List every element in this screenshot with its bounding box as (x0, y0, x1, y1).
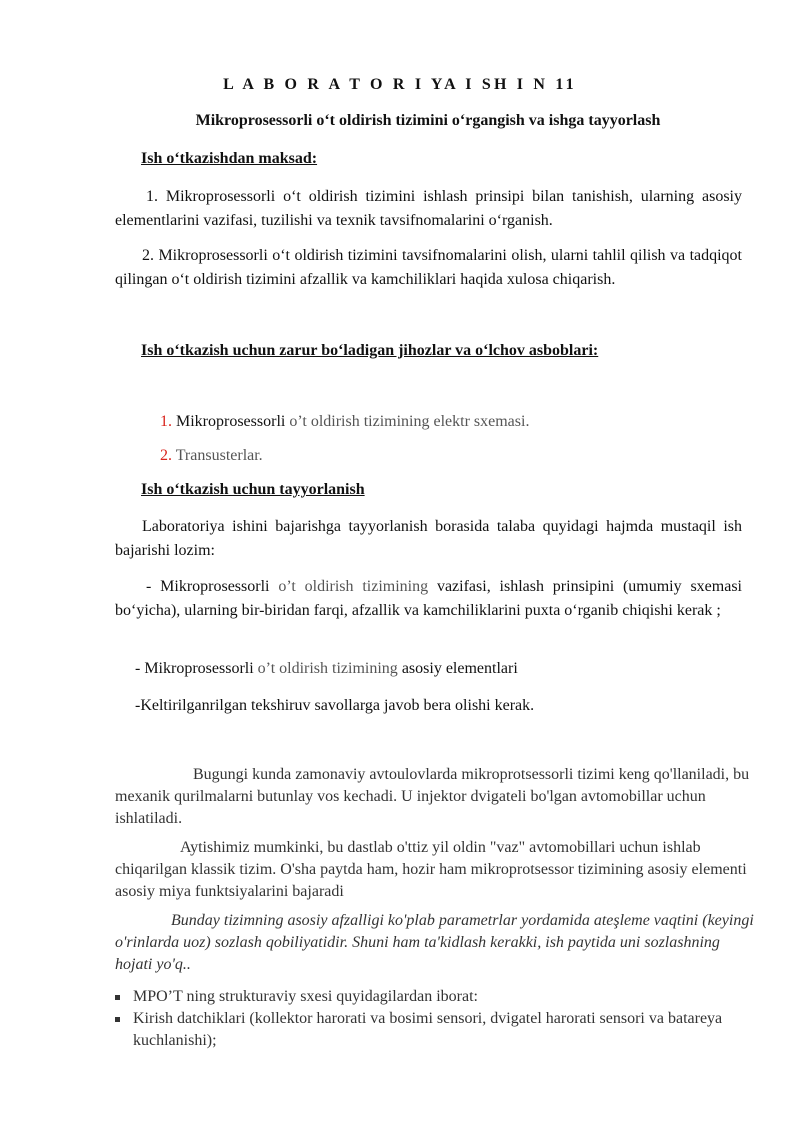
prep-text: - Mikroprosessorli (146, 578, 279, 595)
list-item-text: MPO’T ning strukturaviy sxesi quyidagilardan iborat: (133, 988, 478, 1005)
prep-text-grey: o’t oldirish tizimining (257, 660, 398, 677)
goal-heading: Ish o‘tkazishdan maksad: (141, 150, 318, 167)
body-paragraph-2: Aytishimiz mumkinki, bu dastlab o'ttiz yil oldin "vaz" avtomobillari uchun ishlab chiqarilgan klassik tizim. O'sha paytda ham, hozir ham mikroprotsessor tizimining asosiy elementi asosiy miya funktsiyalarini bajaradi (115, 839, 747, 900)
bullet-square-icon (115, 1017, 120, 1022)
goal-item-1: 1. Mikroprosessorli o‘t oldirish tizimini ishlash prinsipi bilan tanishish, ularning asosiy elementlarini vazifasi, tuzilishi va texnik tavsifnomalarini o‘rganish. (115, 188, 742, 229)
prep-item-1 (115, 575, 742, 623)
lab-subtitle: Mikroprosessorli o‘t oldirish tizimini o‘rgangish va ishga tayyorlash (195, 112, 661, 129)
body-paragraph-3: Bunday tizimning asosiy afzalligi ko'plab parametrlar yordamida ateşleme vaqtini (keyingi o'rinlarda uoz) sozlash qobiliyatidir. Shuni ham ta'kidlash kerakki, ish paytida uni sozlashning hojati yo'q.. (115, 912, 754, 973)
lab-title: L A B O R A T O R I YA I SH I N 11 (223, 76, 577, 93)
list-item (115, 1008, 755, 1052)
body-paragraph-1: Bugungi kunda zamonaviy avtoulovlarda mikroprotsessorli tizimi keng qo'llaniladi, bu mexanik qurilmalarni butunlay vos kechadi. U injektor dvigateli bo'lgan avtomobillar uchun ishlatiladi. (115, 766, 750, 827)
list-item-text: Kirish datchiklari (kollektor harorati va bosimi sensori, dvigatel harorati sensori va batareya kuchlanishi); (133, 1010, 723, 1049)
prep-text: asosiy elementlari (397, 660, 518, 677)
prep-heading: Ish o‘tkazish uchun tayyorlanish (141, 481, 365, 498)
prep-text-grey: o’t oldirish tizimining (278, 578, 429, 595)
equipment-item-2 (160, 447, 263, 465)
prep-text: vazifasi, ishlash prinsipini (umumiy sxemasi bo‘yicha), ularning bir-biridan farqi, afzallik va kamchiliklarini puxta o‘rganib chiqishi kerak ; (115, 578, 742, 619)
prep-intro: Laboratoriya ishini bajarishga tayyorlanish borasida talaba quyidagi hajmda mustaqil ish bajarishi lozim: (115, 518, 742, 559)
prep-item-2 (115, 657, 742, 681)
equipment-item-1 (160, 413, 529, 431)
equipment-text-grey: o’t oldirish tizimining elektr sxemasi. (289, 413, 530, 430)
equipment-text: Mikroprosessorli (176, 413, 290, 430)
goal-item-2: 2. Mikroprosessorli o‘t oldirish tizimini tavsifnomalarini olish, ularni tahlil qilish va tadqiqot qilingan o‘t oldirish tizimini afzallik va kamchiliklari haqida xulosa chiqarish. (115, 247, 742, 288)
list-number: 1. (160, 413, 172, 430)
list-number: 2. (160, 447, 172, 464)
list-item (115, 986, 755, 1008)
bullet-list (115, 986, 755, 1052)
equipment-text-grey: Transusterlar. (175, 447, 263, 464)
prep-text: -Keltirilganrilgan tekshiruv savollarga javob bera olishi kerak. (135, 697, 535, 714)
prep-item-3 (115, 694, 742, 718)
equipment-heading: Ish o‘tkazish uchun zarur bo‘ladigan jihozlar va o‘lchov asboblari: (141, 342, 599, 359)
bullet-square-icon (115, 995, 120, 1000)
prep-text: - Mikroprosessorli (135, 660, 258, 677)
